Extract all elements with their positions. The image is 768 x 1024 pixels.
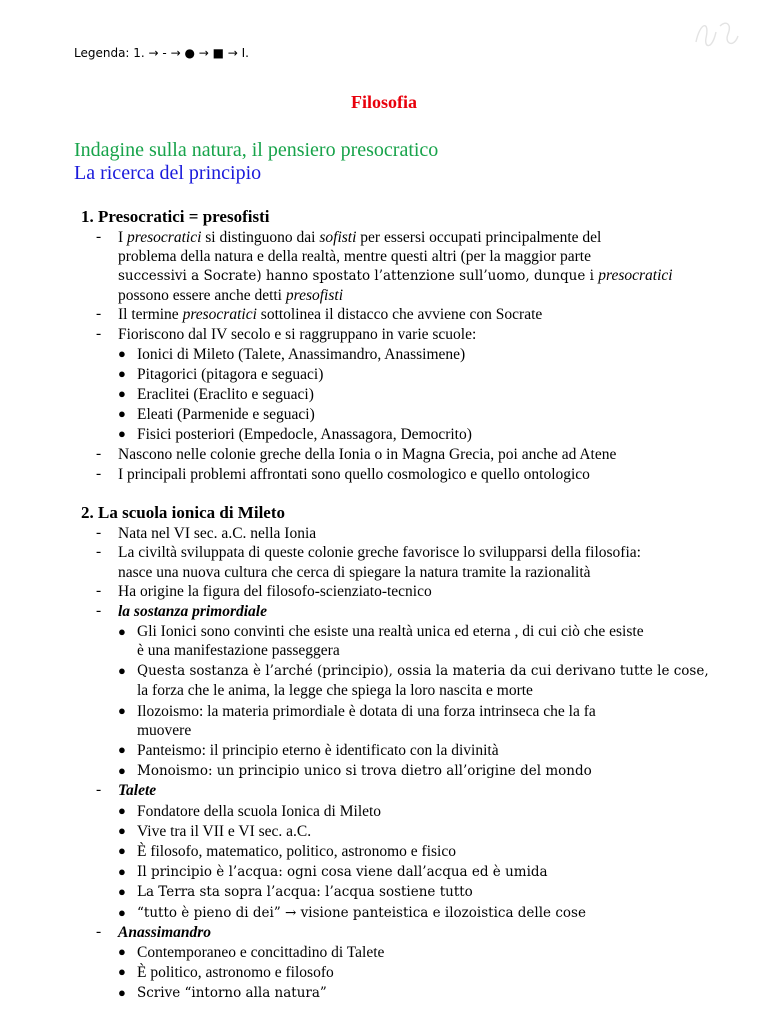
text-line: Nascono nelle colonie greche della Ionia o in Magna Grecia, poi anche ad Atene (118, 446, 617, 463)
list-item: Questa sostanza è l’arché (principio), ossia la materia da cui derivano tutte le cose, (137, 663, 709, 679)
text-line: Il termine presocratici sottolinea il distacco che avviene con Socrate (118, 306, 543, 323)
text-line: successivi a Socrate) hanno spostato l’attenzione sull’uomo, dunque i presocratici (118, 267, 673, 284)
section1-heading: 1. Presocratici = presofisti (81, 207, 270, 226)
list-item-cont: muovere (137, 722, 192, 739)
bullet-icon: ● (118, 843, 126, 858)
dash-marker: - (96, 524, 102, 541)
list-item: Monoismo: un principio unico si trova dietro all’origine del mondo (137, 763, 592, 779)
subheading: Anassimandro (118, 924, 212, 941)
list-item: Ilozoismo: la materia primordiale è dotata di una forza intrinseca che la fa (137, 703, 596, 720)
bullet-icon: ● (118, 905, 126, 920)
bullet-icon: ● (118, 346, 126, 361)
list-item: È politico, astronomo e filosofo (137, 964, 334, 981)
list-item: Eleati (Parmenide e seguaci) (137, 406, 315, 423)
bullet-icon: ● (118, 823, 126, 838)
text-line: Fioriscono dal IV secolo e si raggruppano in varie scuole: (118, 326, 477, 343)
list-item-cont: è una manifestazione passeggera (137, 642, 340, 659)
bullet-icon: ● (118, 985, 126, 1000)
list-item-cont: la forza che le anima, la legge che spiega la loro nascita e morte (137, 682, 533, 699)
text-line: problema della natura e della realtà, mentre questi altri (per la maggior parte (118, 248, 591, 265)
bullet-icon: ● (118, 366, 126, 381)
bullet-icon: ● (118, 964, 126, 979)
bullet-icon: ● (118, 742, 126, 757)
list-item: Fondatore della scuola Ionica di Mileto (137, 803, 382, 820)
heading-blue: La ricerca del principio (74, 162, 262, 184)
text-line: I presocratici si distinguono dai sofisti per essersi occupati principalmente del (118, 229, 602, 246)
bullet-icon: ● (118, 944, 126, 959)
dash-marker: - (96, 781, 102, 798)
text-line: possono essere anche detti presofisti (118, 287, 344, 304)
list-item: Gli Ionici sono convinti che esiste una realtà unica ed eterna , di cui ciò che esiste (137, 623, 644, 640)
bullet-icon: ● (118, 386, 126, 401)
bullet-icon: ● (118, 426, 126, 441)
bullet-icon: ● (118, 663, 126, 678)
list-item: Eraclitei (Eraclito e seguaci) (137, 386, 314, 403)
list-item: Ionici di Mileto (Talete, Anassimandro, Anassimene) (137, 346, 466, 363)
dash-marker: - (96, 228, 102, 245)
subheading: Talete (118, 782, 157, 799)
dash-marker: - (96, 465, 102, 482)
bullet-icon: ● (118, 884, 126, 899)
list-item: Panteismo: il principio eterno è identificato con la divinità (137, 742, 499, 759)
list-item: È filosofo, matematico, politico, astronomo e fisico (137, 843, 456, 860)
list-item: La Terra sta sopra l’acqua: l’acqua sostiene tutto (137, 884, 473, 900)
list-item: Scrive “intorno alla natura” (137, 985, 327, 1001)
list-item: Vive tra il VII e VI sec. a.C. (137, 823, 312, 840)
text-line: Nata nel VI sec. a.C. nella Ionia (118, 525, 317, 542)
bullet-icon: ● (118, 624, 126, 639)
dash-marker: - (96, 543, 102, 560)
bullet-icon: ● (118, 703, 126, 718)
legend: Legenda: 1. → - → ● → ■ → I. (74, 46, 249, 60)
list-item: “tutto è pieno di dei” → visione panteistica e ilozoistica delle cose (137, 905, 586, 921)
bullet-icon: ● (118, 406, 126, 421)
heading-green: Indagine sulla natura, il pensiero presocratico (74, 139, 439, 161)
dash-marker: - (96, 582, 102, 599)
text-line: Ha origine la figura del filosofo-scienziato-tecnico (118, 583, 432, 600)
list-item: Pitagorici (pitagora e seguaci) (137, 366, 324, 383)
subheading: la sostanza primordiale (118, 603, 267, 620)
bullet-icon: ● (118, 763, 126, 778)
page-title: Filosofia (351, 92, 417, 112)
bullet-icon: ● (118, 864, 126, 879)
dash-marker: - (96, 923, 102, 940)
section2-heading: 2. La scuola ionica di Mileto (81, 503, 285, 522)
list-item: Contemporaneo e concittadino di Talete (137, 944, 385, 961)
dash-marker: - (96, 602, 102, 619)
dash-marker: - (96, 445, 102, 462)
dash-marker: - (96, 325, 102, 342)
list-item: Il principio è l’acqua: ogni cosa viene dall’acqua ed è umida (137, 864, 548, 880)
signature-mark (688, 12, 748, 58)
text-line: nasce una nuova cultura che cerca di spiegare la natura tramite la razionalità (118, 564, 591, 581)
text-line: La civiltà sviluppata di queste colonie greche favorisce lo svilupparsi della filosofia: (118, 544, 641, 561)
bullet-icon: ● (118, 803, 126, 818)
dash-marker: - (96, 305, 102, 322)
text-line: I principali problemi affrontati sono quello cosmologico e quello ontologico (118, 466, 590, 483)
list-item: Fisici posteriori (Empedocle, Anassagora, Democrito) (137, 426, 472, 443)
